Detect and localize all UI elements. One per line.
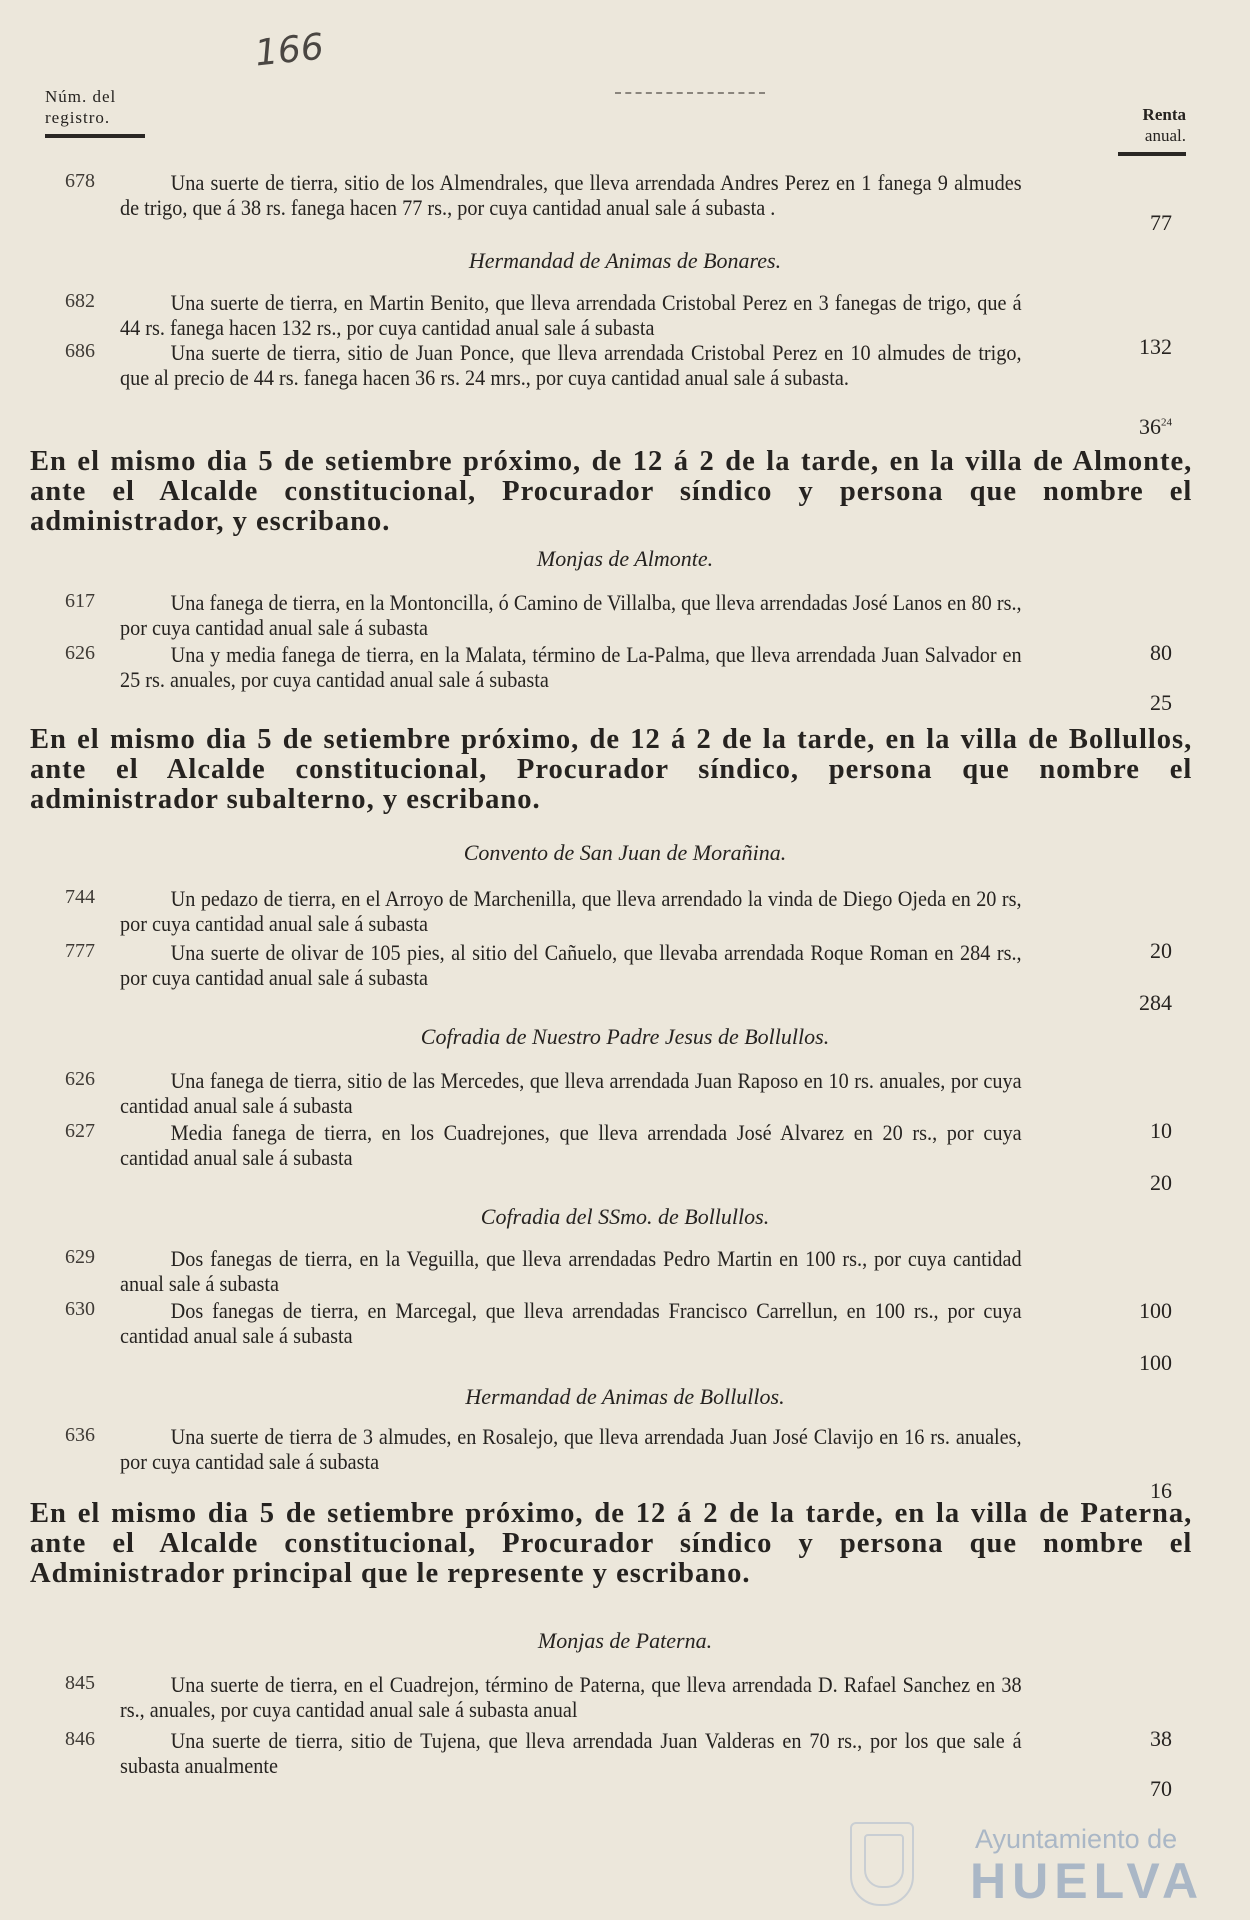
entry-text: Una suerte de tierra, sitio de Tujena, que lleva arrendada Juan Valderas en 70 rs., por los que sale á subasta anualmente: [120, 1728, 1022, 1778]
entry-amount: 100: [1139, 1350, 1172, 1375]
watermark-line1: Ayuntamiento de: [975, 1824, 1178, 1854]
entry-text: Una y media fanega de tierra, en la Malata, término de La-Palma, que lleva arrendada Juan Salvador en 25 rs. anuales, por cuya cantidad anual sale á subasta: [120, 642, 1022, 692]
watermark-line2: HUELVA: [970, 1853, 1205, 1909]
entry-number: 846: [65, 1728, 95, 1750]
entry-number: 744: [65, 886, 95, 908]
entry-number: 626: [65, 1068, 95, 1090]
entry-amount: 100: [1139, 1298, 1172, 1323]
auction-notice: En el mismo dia 5 de setiembre próximo, de 12 á 2 de la tarde, en la villa de Bollullos, ante el Alcalde constitucional, Procurador síndico, persona que nombre el administrador subalterno, y escribano.: [30, 723, 1193, 815]
auction-notice: En el mismo dia 5 de setiembre próximo, de 12 á 2 de la tarde, en la villa de Paterna, ante el Alcalde constitucional, Procurador síndico y persona que nombre el Administrador principal que le represente y escribano.: [30, 1497, 1193, 1589]
entry-text: Media fanega de tierra, en los Cuadrejones, que lleva arrendada José Alvarez en 20 rs., por cuya cantidad anual sale á subasta: [120, 1120, 1022, 1170]
entry-text: Una suerte de tierra, en el Cuadrejon, término de Paterna, que lleva arrendada D. Rafael Sanchez en 38 rs., anuales, por cuya cantidad anual sale á subasta anual: [120, 1672, 1022, 1722]
header-right-bottom: anual.: [1144, 126, 1186, 145]
entry-amount-maravedis: 24: [1161, 416, 1172, 429]
entry-amount: 38: [1150, 1726, 1172, 1751]
entry-number: 845: [65, 1672, 95, 1694]
section-heading: Convento de San Juan de Morañina.: [463, 840, 787, 865]
entry-text: Una suerte de olivar de 105 pies, al sitio del Cañuelo, que llevaba arrendada Roque Roman en 284 rs., por cuya cantidad anual sale á subasta: [120, 940, 1022, 990]
entry-number: 629: [65, 1246, 95, 1268]
header-center-divider: [615, 92, 765, 94]
header-left-label: Núm. del registro.: [45, 87, 117, 127]
entry-amount: 284: [1139, 990, 1172, 1015]
section-heading: Monjas de Almonte.: [536, 546, 714, 571]
entry-number: 617: [65, 590, 95, 612]
entry-text: Un pedazo de tierra, en el Arroyo de Marchenilla, que lleva arrendado la vinda de Diego Ojeda en 20 rs, por cuya cantidad anual sale á subasta: [120, 886, 1022, 936]
entry-amount: 70: [1150, 1776, 1172, 1801]
header-registry-number: [45, 86, 145, 138]
header-left-rule: [45, 134, 145, 138]
auction-notice: En el mismo dia 5 de setiembre próximo, de 12 á 2 de la tarde, en la villa de Almonte, ante el Alcalde constitucional, Procurador síndico y persona que nombre el administrador, y escribano.: [30, 445, 1193, 537]
pencil-page-note: 166: [253, 26, 326, 75]
section-heading: Cofradia de Nuestro Padre Jesus de Bollullos.: [420, 1024, 830, 1049]
entry-text: Una suerte de tierra, en Martin Benito, que lleva arrendada Cristobal Perez en 3 fanegas de trigo, que á 44 rs. fanega hacen 132 rs., por cuya cantidad anual sale á subasta: [120, 290, 1022, 340]
entry-amount: 10: [1150, 1118, 1172, 1143]
entry-text: Una suerte de tierra, sitio de Juan Ponce, que lleva arrendada Cristobal Perez en 10 almudes de trigo, que al precio de 44 rs. fanega hacen 36 rs. 24 mrs., por cuya cantidad anual sale á subasta.: [120, 340, 1022, 390]
header-annual-rent: [1118, 104, 1186, 156]
entry-number: 636: [65, 1424, 95, 1446]
entry-amount: [1139, 414, 1172, 440]
header-right-top: Renta: [1142, 105, 1186, 124]
entry-text: Una suerte de tierra, sitio de los Almendrales, que lleva arrendada Andres Perez en 1 fanega 9 almudes de trigo, que á 38 rs. fanega hacen 77 rs., por cuya cantidad anual sale á subasta .: [120, 170, 1022, 220]
coat-of-arms-icon: [850, 1822, 914, 1906]
entry-amount: 80: [1150, 640, 1172, 665]
section-heading: Monjas de Paterna.: [537, 1628, 713, 1653]
section-heading: Cofradia del SSmo. de Bollullos.: [480, 1204, 770, 1229]
entry-text: Una suerte de tierra de 3 almudes, en Rosalejo, que lleva arrendada Juan José Clavijo en 16 rs. anuales, por cuya cantidad sale á subasta: [120, 1424, 1022, 1474]
entry-amount: 25: [1150, 690, 1172, 715]
entry-amount: 132: [1139, 334, 1172, 359]
entry-number: 686: [65, 340, 95, 362]
section-heading: Hermandad de Animas de Bonares.: [468, 248, 782, 273]
entry-amount: 16: [1150, 1478, 1172, 1503]
entry-number: 682: [65, 290, 95, 312]
entry-number: 678: [65, 170, 95, 192]
entry-text: Dos fanegas de tierra, en Marcegal, que lleva arrendadas Francisco Carrellun, en 100 rs., por cuya cantidad anual sale á subasta: [120, 1298, 1022, 1348]
entry-text: Una fanega de tierra, en la Montoncilla, ó Camino de Villalba, que lleva arrendadas José Lanos en 80 rs., por cuya cantidad anual sale á subasta: [120, 590, 1022, 640]
entry-text: Dos fanegas de tierra, en la Veguilla, que lleva arrendadas Pedro Martin en 100 rs., por cuya cantidad anual sale á subasta: [120, 1246, 1022, 1296]
header-right-rule: [1118, 152, 1186, 156]
entry-amount-value: 36: [1139, 414, 1161, 439]
entry-number: 627: [65, 1120, 95, 1142]
entry-text: Una fanega de tierra, sitio de las Mercedes, que lleva arrendada Juan Raposo en 10 rs. anuales, por cuya cantidad anual sale á subasta: [120, 1068, 1022, 1118]
entry-amount: 77: [1150, 210, 1172, 235]
entry-amount: 20: [1150, 938, 1172, 963]
section-heading: Hermandad de Animas de Bollullos.: [465, 1384, 785, 1409]
ayuntamiento-watermark: [850, 1822, 1205, 1912]
entry-number: 777: [65, 940, 95, 962]
entry-number: 630: [65, 1298, 95, 1320]
entry-amount: 20: [1150, 1170, 1172, 1195]
entry-number: 626: [65, 642, 95, 664]
